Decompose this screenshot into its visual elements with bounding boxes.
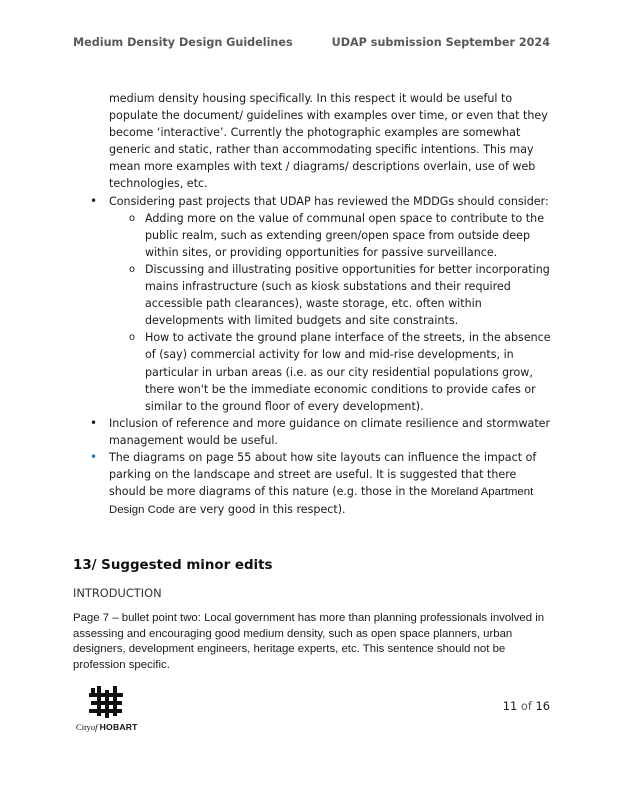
section-subheading: INTRODUCTION	[73, 586, 162, 600]
continuation-paragraph: medium density housing specifically. In this respect it would be useful to populate the document/ guidelines with examples over time, or even that they become ‘interactive’. Currently the photographic examples are somewhat generic and static, rather than accommodating specific intentions. This may mean more examples with text / diagrams/ descriptions overlain, use of web technologies, etc.	[109, 92, 548, 191]
header-submission-date: UDAP submission September 2024	[331, 36, 550, 49]
page-header	[73, 36, 550, 49]
bullet-text-after: are very good in this respect).	[174, 503, 346, 517]
logo-city: City	[76, 722, 91, 732]
body-text	[73, 90, 553, 519]
hobart-hash-logo-icon	[88, 685, 124, 719]
bullet-text-before: The diagrams on page 55 about how site layouts can influence the impact of parking on the landscape and street are useful. It is suggested that there should be more diagrams of this nature (e.g. those in the	[109, 450, 537, 499]
sub-bullet-infrastructure: o Discussing and illustrating positive opportunities for better incorporating mains infrastructure (such as kiosk substations and their required accessible path clearances), waste storage, etc. often within developments with limited budgets and site constraints.	[109, 261, 553, 329]
section-heading: 13/ Suggested minor edits	[73, 558, 273, 573]
city-of-hobart-logo	[76, 685, 140, 732]
page-of: of	[520, 699, 532, 713]
logo-of: of	[90, 722, 98, 732]
header-document-title: Medium Density Design Guidelines	[73, 36, 293, 49]
page-total: 16	[535, 699, 550, 713]
reference-moreland-code: Moreland Apartment Design Code	[109, 486, 534, 517]
logo-wordmark	[76, 722, 140, 732]
bullet-diagrams-page-55	[73, 449, 553, 519]
bullet-past-projects	[73, 193, 553, 415]
sub-bullet-list	[109, 210, 553, 415]
sub-bullet-open-space: o Adding more on the value of communal open space to contribute to the public realm, such as extending green/open space from outside deep within sites, or providing opportunities for passive surveillance.	[109, 210, 553, 261]
logo-hobart: HOBART	[99, 722, 138, 732]
bullet-text: Considering past projects that UDAP has reviewed the MDDGs should consider:	[109, 194, 549, 208]
page-number	[503, 699, 550, 713]
bullet-list	[73, 193, 553, 520]
section-paragraph: Page 7 – bullet point two: Local government has more than planning professionals involved in assessing and encouraging good medium density, such as open space planners, urban designers, development engineers, heritage experts, etc. This sentence should not be profession specific.	[73, 612, 545, 672]
page-current: 11	[502, 699, 518, 713]
bullet-climate-resilience: • Inclusion of reference and more guidance on climate resilience and stormwater management would be useful.	[73, 415, 553, 449]
sub-bullet-ground-plane: o How to activate the ground plane interface of the streets, in the absence of (say) commercial activity for low and mid-rise developments, in particular in urban areas (i.e. as our city residential populations grow, there won't be the immediate economic conditions to provide cafes or similar to the ground floor of every development).	[109, 329, 553, 414]
